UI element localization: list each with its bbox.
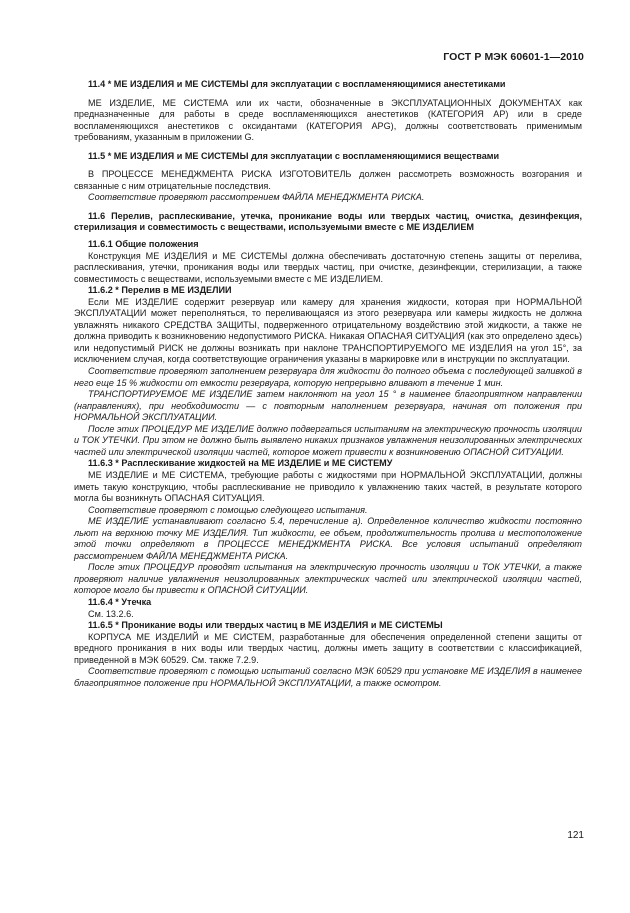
compliance-paragraph: После этих ПРОЦЕДУР МЕ ИЗДЕЛИЕ должно подвергаться испытаниям на электрическую прочность изоляции и ТОК УТЕЧКИ. При этом не должно быть выявлено никаких признаков увлажнения неизолированных электрических частей или электрической изоляции частей, которое может привести к возникновению ОПАСНОЙ СИТУАЦИИ. [74, 423, 582, 457]
section-heading-11-5: 11.5 * МЕ ИЗДЕЛИЯ и МЕ СИСТЕМЫ для эксплуатации с воспламеняющимися веществами [88, 150, 500, 161]
compliance-paragraph: ТРАНСПОРТИРУЕМОЕ МЕ ИЗДЕЛИЕ затем наклоняют на угол 15 ° в наименее благоприятном направлении (направлениях), при необходимости — с повторным наполнением резервуара, начиная от положения при НОРМАЛЬНОЙ ЭКСПЛУАТАЦИИ. [74, 389, 582, 423]
compliance-paragraph: Соответствие проверяют заполнением резервуара для жидкости до полного объема с последующей заливкой в него еще 15 % жидкости от емкости резервуара, которую непрерывно вливают в течение 1 мин. [74, 366, 582, 388]
page-content [74, 79, 582, 689]
compliance-paragraph: Соответствие проверяют с помощью следующего испытания. [88, 504, 368, 515]
page-number: 121 [567, 830, 584, 841]
page-header: ГОСТ Р МЭК 60601-1—2010 [443, 51, 584, 63]
paragraph: Конструкция МЕ ИЗДЕЛИЯ и МЕ СИСТЕМЫ должна обеспечивать достаточную степень защиты от перелива, расплескивания, утечки, проникания воды или твердых частиц, при очистке, дезинфекции, стерилизации, а также совместимость с веществами, используемыми вместе с МЕ ИЗДЕЛИЕМ. [74, 250, 582, 284]
paragraph: Если МЕ ИЗДЕЛИЕ содержит резервуар или камеру для хранения жидкости, которая при НОРМАЛЬНОЙ ЭКСПЛУАТАЦИИ может переполняться, то переливающаяся из этого резервуара или камеры жидкость не должна увлажнять никакого СРЕДСТВА ЗАЩИТЫ, подверженного отрицательному воздействию этой жидкости, а также не должна приводить к возникновению недопустимого РИСКА. Никакая ОПАСНАЯ СИТУАЦИЯ (как это определено здесь) или недопустимый РИСК не должны возникать при наклоне ТРАНСПОРТИРУЕМОГО МЕ ИЗДЕЛИЯ на угол 15°, за исключением случая, когда соответствующие ограничения указаны в маркировке или в инструкции по эксплуатации. [74, 296, 582, 365]
compliance-paragraph: Соответствие проверяют рассмотрением ФАЙЛА МЕНЕДЖМЕНТА РИСКА. [88, 192, 425, 203]
paragraph: В ПРОЦЕССЕ МЕНЕДЖМЕНТА РИСКА ИЗГОТОВИТЕЛЬ должен рассмотреть возможность возгорания и связанные с ним отрицательные последствия. [74, 169, 582, 191]
compliance-paragraph: Соответствие проверяют с помощью испытаний согласно МЭК 60529 при установке МЕ ИЗДЕЛИЯ в наименее благоприятное положение при НОРМАЛЬНОЙ ЭКСПЛУАТАЦИИ, а также осмотром. [74, 666, 582, 688]
section-heading-11-6-1: 11.6.1 Общие положения [88, 239, 199, 250]
section-heading-11-6-5: 11.6.5 * Проникание воды или твердых частиц в МЕ ИЗДЕЛИЯ и МЕ СИСТЕМЫ [88, 620, 443, 631]
compliance-paragraph: После этих ПРОЦЕДУР проводят испытания на электрическую прочность изоляции и ТОК УТЕЧКИ, а также проверяют наличие увлажнения неизолированных электрических частей или электрической изоляции частей, которое могло бы привести к ОПАСНОЙ СИТУАЦИИ. [74, 562, 582, 596]
section-heading-11-6-2: 11.6.2 * Перелив в МЕ ИЗДЕЛИИ [88, 285, 232, 296]
paragraph: МЕ ИЗДЕЛИЕ, МЕ СИСТЕМА или их части, обозначенные в ЭКСПЛУАТАЦИОННЫХ ДОКУМЕНТАХ как предназначенные для работы в среде воспламеняющихся анестетиков (КАТЕГОРИЯ АР) или в среде воспламеняющихся анестетиков с оксидантами (КАТЕГОРИЯ APG), должны соответствовать применимым требованиям, указанным в приложении G. [74, 97, 582, 143]
compliance-paragraph: МЕ ИЗДЕЛИЕ устанавливают согласно 5.4, перечисление а). Определенное количество жидкости постоянно льют на верхнюю точку МЕ ИЗДЕЛИЯ. Тип жидкости, ее объем, продолжительность пролива и местоположение этой точки определяют в ПРОЦЕССЕ МЕНЕДЖМЕНТА РИСКА. Все условия испытаний определяют рассмотрением ФАЙЛА МЕНЕДЖМЕНТА РИСКА. [74, 516, 582, 561]
section-heading-11-6-4: 11.6.4 * Утечка [88, 596, 152, 607]
paragraph: См. 13.2.6. [88, 608, 134, 619]
paragraph: МЕ ИЗДЕЛИЕ и МЕ СИСТЕМА, требующие работы с жидкостями при НОРМАЛЬНОЙ ЭКСПЛУАТАЦИИ, должны иметь такую конструкцию, чтобы расплескивание не приводило к увлажнению таких частей, в результате которого могла бы возникнуть ОПАСНАЯ СИТУАЦИЯ. [74, 469, 582, 504]
paragraph: КОРПУСА МЕ ИЗДЕЛИЙ и МЕ СИСТЕМ, разработанные для обеспечения определенной степени защиты от вредного проникания в них воды или твердых частиц, должны иметь защиту в соответствии с классификацией, приведенной в МЭК 60529. См. также 7.2.9. [74, 631, 582, 665]
section-heading-11-4: 11.4 * МЕ ИЗДЕЛИЯ и МЕ СИСТЕМЫ для эксплуатации с воспламеняющимися анестетиками [88, 79, 506, 89]
section-heading-11-6-3: 11.6.3 * Расплескивание жидкостей на МЕ ИЗДЕЛИЕ и МЕ СИСТЕМУ [88, 458, 393, 469]
section-heading-11-6: 11.6 Перелив, расплескивание, утечка, проникание воды или твердых частиц, очистка, дезинфекция, стерилизация и совместимость с веществами, используемыми вместе с МЕ ИЗДЕЛИЕМ [74, 210, 582, 233]
